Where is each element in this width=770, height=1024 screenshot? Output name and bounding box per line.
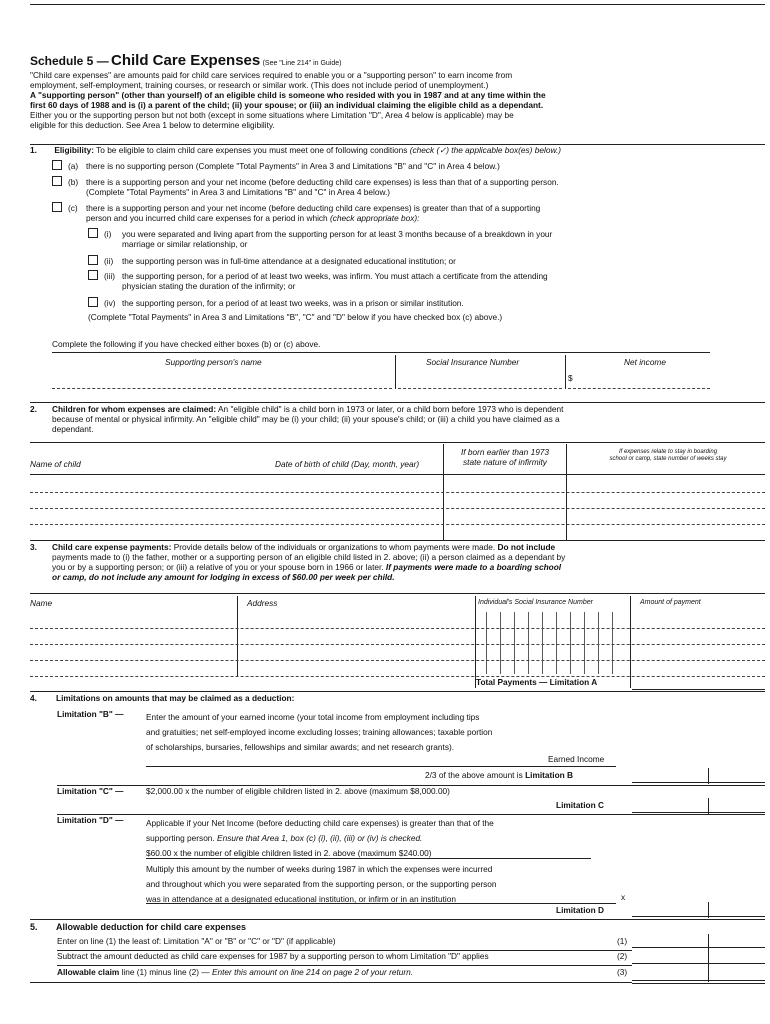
checkbox-c-ii[interactable] <box>88 255 98 265</box>
income-dollar: $ <box>568 373 573 383</box>
limitation-c-result: Limitation C <box>556 800 604 810</box>
option-c-i: (i) you were separated and living apart from the supporting person for at least 3 months because of a breakdown in your marriage or similar relationship, or <box>88 228 552 250</box>
supporting-divider <box>565 355 566 389</box>
earned-income-label: Earned Income <box>548 754 605 764</box>
limitation-b-text: Enter the amount of your earned income (your total income from employment including tips and gratuities; net self-employed income excluding losses; training allowances; taxable portion of scholarships, bursaries, fellowships and similar awards; and net research grants). <box>146 712 493 752</box>
supporting-name-field[interactable] <box>52 388 392 389</box>
intro-line: eligible for this deduction. See Area 1 below to determine eligibility. <box>30 119 275 130</box>
payment-row-3[interactable] <box>30 660 765 661</box>
intro-line: Either you or the supporting person but not both (except in some situations where Limitation "D", Area 4 below is applicable) may be <box>30 109 514 120</box>
supporting-divider <box>395 355 396 389</box>
checkbox-c[interactable] <box>52 202 62 212</box>
total-payments-label: Total Payments — Limitation A <box>476 677 598 687</box>
option-c: (c) there is a supporting person and your net income (before deducting child care expenses) is greater than that of a supporting person and you incurred child care expenses for a period in which (check appropriate box): <box>52 202 540 224</box>
area2-text: 2. Children for whom expenses are claimed: An "eligible child" is a child born in 1973 or later, or a child born before 1973 who is dependent because of mental or physical infirmity. An "eligible child" may be (i) your child; (ii) your spouse's child; or (iii) a child you have claimed as a dependant. <box>30 404 564 434</box>
earned-income-field[interactable] <box>146 766 616 767</box>
cents-divider <box>708 934 709 982</box>
rule-area3 <box>30 540 765 541</box>
area5-line1: Enter on line (1) the least of: Limitation "A" or "B" or "C" or "D" (if applicable) <box>57 936 336 946</box>
col-child-name: Name of child <box>30 459 81 469</box>
limitation-c-label: Limitation "C" — <box>57 786 124 796</box>
area5-line2-field[interactable] <box>632 963 765 964</box>
area5-line3-field[interactable] <box>632 980 765 981</box>
rule-area4 <box>30 691 765 692</box>
schedule-name: Child Care Expenses <box>111 52 261 69</box>
option-a: (a) there is no supporting person (Complete "Total Payments" in Area 3 and Limitations "B" and "C" in Area 4 below.) <box>52 160 500 172</box>
col-supporting-name: Supporting person's name <box>165 357 262 367</box>
children-header-rule <box>30 442 765 443</box>
children-rule <box>30 474 765 475</box>
cents-divider <box>708 768 709 784</box>
area5-heading: 5. Allowable deduction for child care expenses <box>30 922 247 932</box>
area5-line3-num: (3) <box>617 967 628 977</box>
area3-text: 3. Child care expense payments: Provide details below of the individuals or organizations to whom payments were made. Do not include payments made to (i) the father, mother or a supporting person of an eligible child listed in 2. above; (ii) a person claimed as a dependant by you or by a supporting person; or (iii) a relative of you or your spouse born in 1966 or later. If payments were made to a boarding school or camp, do not include any amount for lodging in excess of $60.00 per week per child. <box>30 542 566 582</box>
col-child-boarding: If expenses relate to stay in boarding school or camp, state number of weeks stay <box>609 449 727 463</box>
sin-tick-cells <box>486 612 614 674</box>
supporting-header-rule <box>52 352 710 353</box>
col-child-infirm: If born earlier than 1973 state nature of infirmity <box>460 447 550 467</box>
limitation-b-label: Limitation "B" — <box>57 709 124 719</box>
area5-line2-num: (2) <box>617 951 628 961</box>
checkbox-c-i[interactable] <box>88 228 98 238</box>
rule-area2 <box>30 402 765 403</box>
supporting-sin-field[interactable] <box>398 388 562 389</box>
cents-divider <box>708 798 709 814</box>
c-complete-note: (Complete "Total Payments" in Area 3 and Limitations "B", "C" and "D" below if you have checked box (c) above.) <box>88 312 503 322</box>
col-payee-sin: Individual's Social Insurance Number <box>478 599 593 606</box>
area4-heading: 4. Limitations on amounts that may be claimed as a deduction: <box>30 693 295 703</box>
schedule-title <box>30 52 341 70</box>
payment-row-1[interactable] <box>30 628 765 629</box>
total-payments-field[interactable] <box>632 689 765 690</box>
limitation-c-field[interactable] <box>632 812 765 813</box>
top-rule <box>30 4 765 5</box>
payments-divider <box>475 596 476 688</box>
area5-line3: Allowable claim line (1) minus line (2) — Enter this amount on line 214 on page 2 of your return. <box>57 967 414 977</box>
checkbox-c-iv[interactable] <box>88 297 98 307</box>
intro-line: first 60 days of 1988 and is (i) a parent of the child; (ii) your spouse; or (iii) an individual claiming the eligible child as a dependant. <box>30 99 544 110</box>
see-guide: (See "Line 214" in Guide) <box>262 60 342 67</box>
limitation-d-per-week-field[interactable] <box>146 858 591 859</box>
col-payee-address: Address <box>247 598 278 608</box>
intro-line: "Child care expenses" are amounts paid for child care services required to enable you or a "supporting person" to earn income from <box>30 70 513 80</box>
col-supporting-sin: Social Insurance Number <box>426 357 520 367</box>
intro-line: employment, self-employment, training courses, or research or similar work. (This does not include period of unemployment.) <box>30 79 489 90</box>
limitation-d-field[interactable] <box>632 916 765 917</box>
checkbox-b[interactable] <box>52 176 62 186</box>
payments-divider <box>237 596 238 676</box>
col-payee-amount: Amount of payment <box>640 599 701 606</box>
option-c-ii: (ii) the supporting person was in full-time attendance at a designated educational institution; or <box>88 255 456 267</box>
checkbox-a[interactable] <box>52 160 62 170</box>
supporting-income-field[interactable] <box>568 388 710 389</box>
col-payee-name: Name <box>30 598 53 608</box>
child-row-1[interactable] <box>30 492 765 493</box>
child-row-2[interactable] <box>30 508 765 509</box>
area5-line2: Subtract the amount deducted as child care expenses for 1987 by a supporting person to whom Limitation "D" applies <box>57 951 489 961</box>
col-child-dob: Date of birth of child (Day, month, year) <box>275 459 420 469</box>
rule-area5 <box>30 919 765 920</box>
complete-following: Complete the following if you have checked either boxes (b) or (c) above. <box>52 339 321 349</box>
option-c-iv: (iv) the supporting person, for a period of at least two weeks, was in a prison or similar institution. <box>88 297 464 309</box>
area5-line1-field[interactable] <box>632 947 765 948</box>
option-b: (b) there is a supporting person and your net income (before deducting child care expenses) is less than that of a supporting person. (Complete "Total Payments" in Area 3 and Limitations "B" and "C" in Area 4 below.) <box>52 176 559 198</box>
checkbox-c-iii[interactable] <box>88 270 98 280</box>
intro-line: A "supporting person" (other than yourself) of an eligible child is someone who resided with you in 1987 and at any time within the <box>30 89 546 100</box>
col-supporting-income: Net income <box>624 357 666 367</box>
limitation-d-label: Limitation "D" — <box>57 815 124 825</box>
payment-row-2[interactable] <box>30 644 765 645</box>
limitation-b-field[interactable] <box>632 782 765 783</box>
area5-line-rule <box>57 965 632 966</box>
payment-row-4[interactable] <box>30 676 765 677</box>
limitation-d-text: Applicable if your Net Income (before deducting child care expenses) is greater than that of the supporting person. Ensure that Area 1, box (c) (i), (ii), (iii) or (iv) is checked. $60.00 x the number of eligible children listed in 2. above (maximum $240.00) Multiply this amount by the number of weeks during 1987 in which the expenses were incurred and throughout which you were separated from the supporting person, or the supporting person was in attendance at a designated educational institution, or infirm or in an institution <box>146 818 497 905</box>
option-c-iii: (iii) the supporting person, for a period of at least two weeks, was infirm. You must attach a certificate from the attending physician stating the duration of the infirmity; or <box>88 270 548 292</box>
limitation-c-text: $2,000.00 x the number of eligible children listed in 2. above (maximum $8,000.00) <box>146 786 450 796</box>
area5-line1-num: (1) <box>617 936 628 946</box>
area1-heading: 1. Eligibility: To be eligible to claim child care expenses you must meet one of following conditions (check (✓) the applicable box(es) below.) <box>30 145 562 155</box>
child-row-3[interactable] <box>30 524 765 525</box>
limitation-d-result: Limitation D <box>556 905 604 915</box>
two-thirds-label: 2/3 of the above amount is Limitation B <box>425 770 574 780</box>
limitation-d-weeks-field[interactable] <box>146 903 616 904</box>
times-sign: x <box>621 892 626 902</box>
intro <box>30 71 765 131</box>
schedule-prefix: Schedule 5 — <box>30 54 109 68</box>
area5-line3-field-double <box>632 983 765 984</box>
cents-divider <box>708 902 709 918</box>
rule-limitation-d <box>57 814 765 815</box>
payments-divider <box>630 596 631 688</box>
payments-header-rule <box>30 593 765 594</box>
bottom-rule <box>30 982 632 983</box>
